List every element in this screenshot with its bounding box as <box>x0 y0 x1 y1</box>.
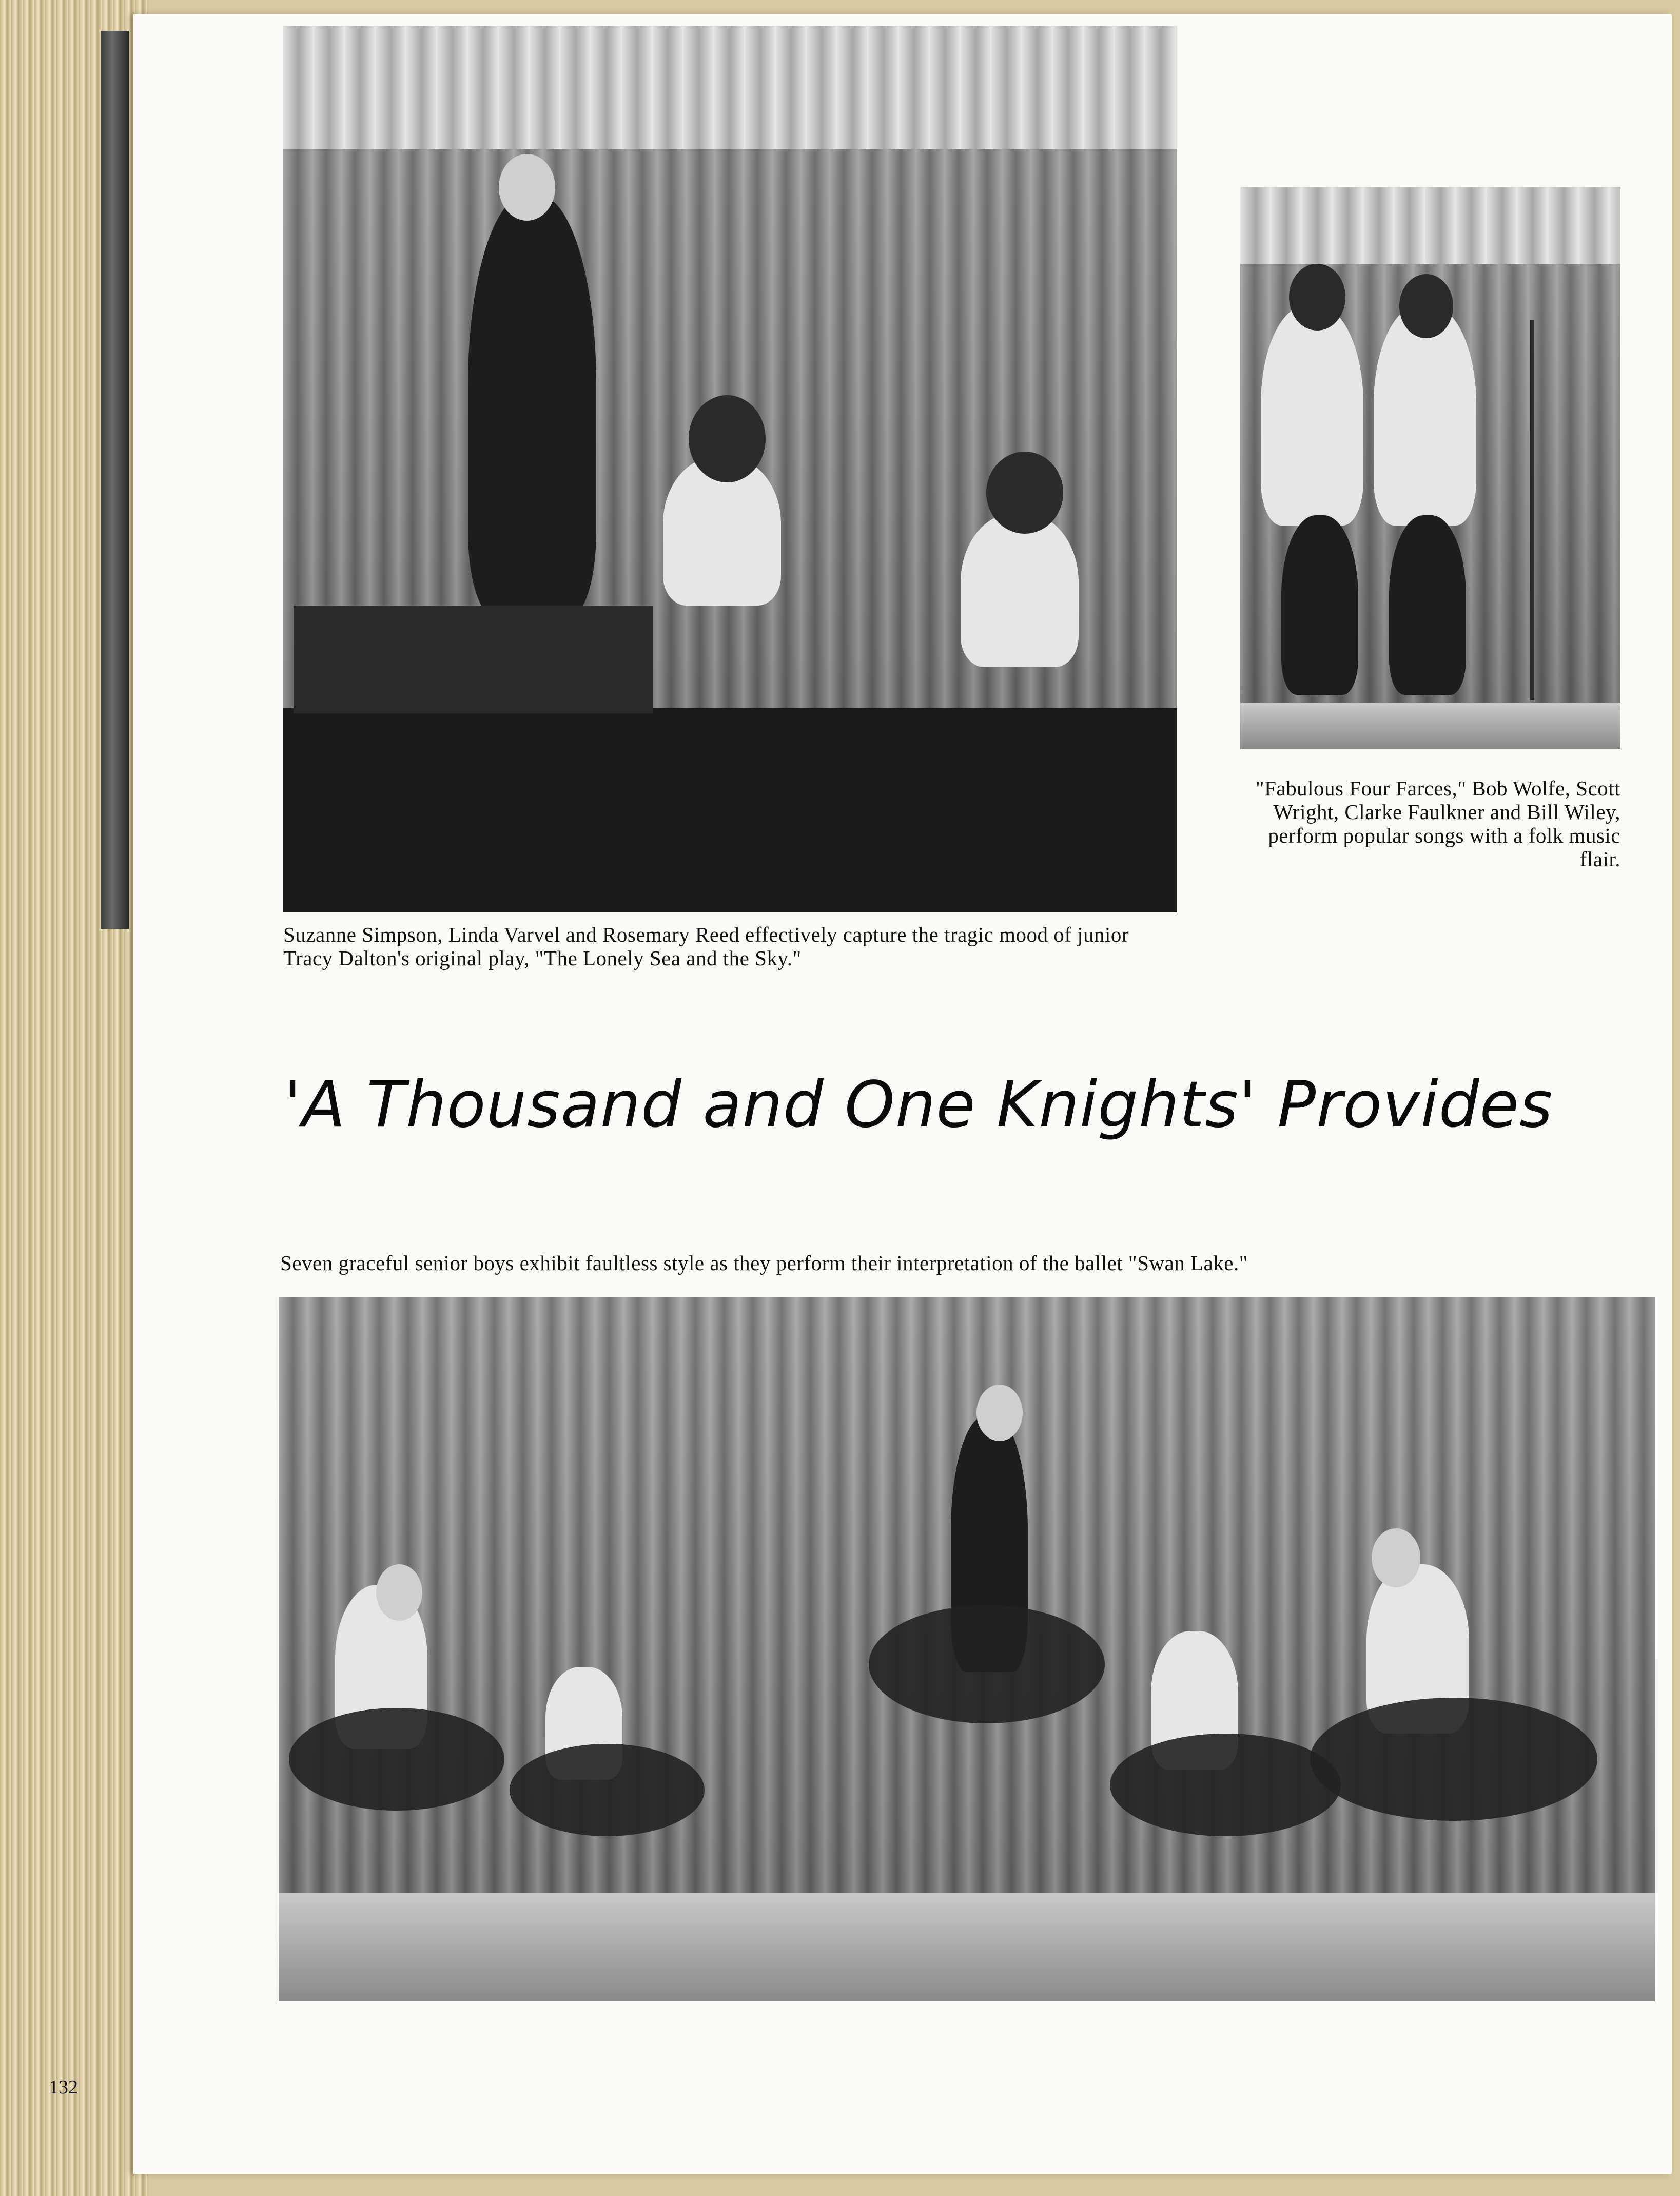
yearbook-page <box>133 14 1672 2174</box>
farces-caption: "Fabulous Four Farces," Bob Wolfe, Scott Wright, Clarke Faulkner and Bill Wiley, perform popular songs with a folk music flair. <box>1255 776 1620 871</box>
ballet-photo <box>279 1297 1655 2001</box>
book-spine-shadow <box>101 31 129 929</box>
headline: 'A Thousand and One Knights' Provides <box>284 1068 1553 1142</box>
farces-photo <box>1240 187 1620 749</box>
play-photo <box>283 26 1177 912</box>
page-number: 132 <box>49 2076 78 2098</box>
play-caption: Suzanne Simpson, Linda Varvel and Rosemary Reed effectively capture the tragic mood of junior Tracy Dalton's original play, "The Lonely Sea and the Sky." <box>283 923 1129 970</box>
ballet-caption: Seven graceful senior boys exhibit faultless style as they perform their interpretation of the ballet "Swan Lake." <box>280 1251 1248 1275</box>
